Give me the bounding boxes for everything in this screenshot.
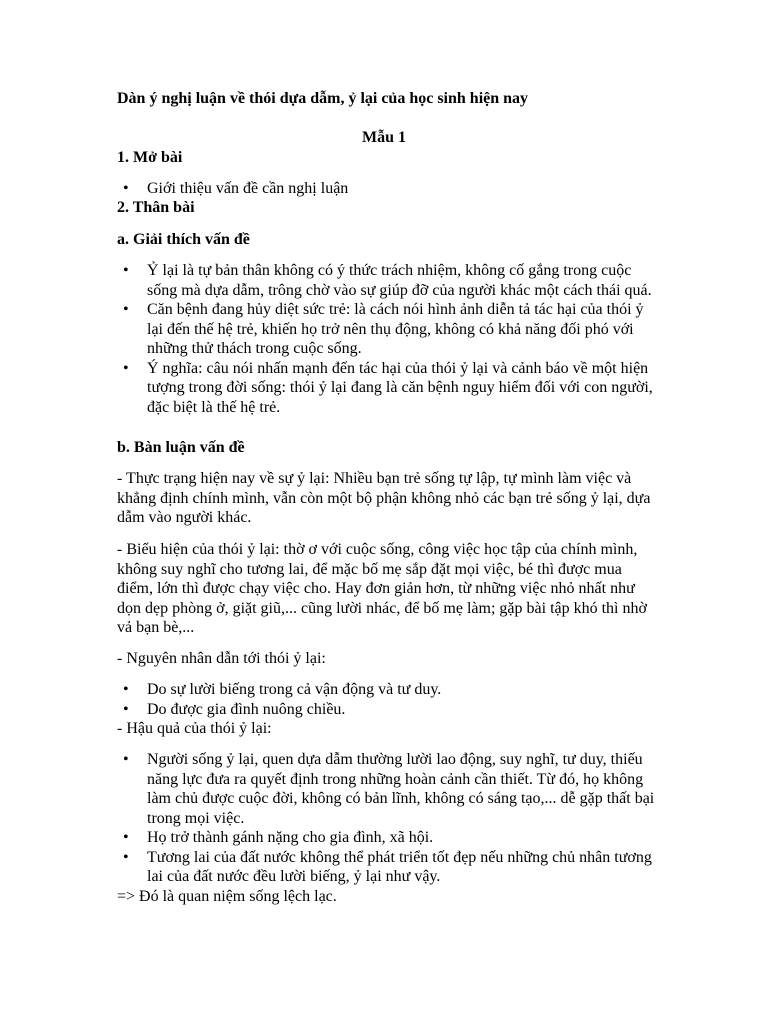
list-item: • Do được gia đình nuông chiều. <box>123 700 346 718</box>
bullet-icon: • <box>123 848 129 866</box>
paragraph-nguyen-nhan: - Nguyên nhân dẫn tới thói ỷ lại: <box>117 650 326 667</box>
bullet-icon: • <box>123 681 129 698</box>
section2-heading: 2. Thân bài <box>117 199 195 216</box>
sub-a-heading: a. Giải thích vấn đề <box>117 231 250 248</box>
bullet-icon: • <box>123 829 129 846</box>
bullet-icon: • <box>123 359 129 377</box>
bullet-icon: • <box>123 751 129 768</box>
nguyen-nhan-list <box>117 680 657 719</box>
list-item: • Do sự lười biếng trong cả vận động và tư duy. <box>123 681 442 698</box>
list-item: • Căn bệnh đang hủy diệt sức trẻ: là cách nói hình ảnh diễn tả tác hại của thói ỷ lại đến thế hệ trẻ, khiến họ trở nên thụ động, không có khả năng đối phó với những thử thách trong cuộc sống. <box>123 301 644 357</box>
sub-b-heading: b. Bàn luận vấn đề <box>117 439 245 456</box>
list-item: • Người sống ỷ lại, quen dựa dẫm thường lười lao động, suy nghĩ, tư duy, thiếu năng lực đưa ra quyết định trong những hoàn cảnh cần thiết. Từ đó, họ không làm chủ được cuộc đời, không có bản lĩnh, không có sáng tạo,... dễ gặp thất bại trong mọi việc. <box>123 751 655 827</box>
sample-title: Mẫu 1 <box>362 129 406 146</box>
section1-heading: 1. Mở bài <box>117 149 183 166</box>
bullet-icon: • <box>123 262 129 279</box>
list-item: • Giới thiệu vấn đề cần nghị luận <box>123 180 349 197</box>
bullet-icon: • <box>123 700 129 718</box>
document-title: Dàn ý nghị luận về thói dựa dẫm, ỷ lại của học sinh hiện nay <box>117 90 529 107</box>
sub-a-list <box>117 261 657 417</box>
bullet-icon: • <box>123 180 129 197</box>
list-item: • Ỷ lại là tự bản thân không có ý thức trách nhiệm, không cố gắng trong cuộc sống mà dựa dẫm, trông chờ vào sự giúp đỡ của người khác một cách thái quá. <box>123 262 652 299</box>
list-item: • Ý nghĩa: câu nói nhấn mạnh đến tác hại của thói ỷ lại và cảnh báo về một hiện tượng trong đời sống: thói ỷ lại đang là căn bệnh nguy hiểm đối với con người, đặc biệt là thế hệ trẻ. <box>123 359 653 416</box>
list-item: • Họ trở thành gánh nặng cho gia đình, xã hội. <box>123 829 434 846</box>
paragraph-bieu-hien: - Biểu hiện của thói ỷ lại: thờ ơ với cuộc sống, công việc học tập của chính mình, không suy nghĩ cho tương lai, để mặc bố mẹ sắp đặt mọi việc, bé thì được mua điểm, lớn thì được chạy việc cho. Hay đơn giản hơn, từ những việc nhỏ nhất như dọn dẹp phòng ở, giặt giũ,... cũng lười nhác, để bố mẹ làm; gặp bài tập khó thì nhờ vả bạn bè,... <box>117 541 647 636</box>
bullet-icon: • <box>123 301 129 318</box>
hau-qua-list <box>117 750 657 887</box>
paragraph-hau-qua: - Hậu quả của thói ỷ lại: <box>117 720 272 737</box>
paragraph-thuc-trang: - Thực trạng hiện nay về sự ỷ lại: Nhiều bạn trẻ sống tự lập, tự mình làm việc và khẳng định chính mình, vẫn còn một bộ phận không nhỏ các bạn trẻ sống ỷ lại, dựa dẫm vào người khác. <box>117 470 651 526</box>
conclusion: => Đó là quan niệm sống lệch lạc. <box>117 888 337 905</box>
list-item: • Tương lai của đất nước không thể phát triển tốt đẹp nếu những chủ nhân tương lai của đất nước đều lười biếng, ỷ lại như vậy. <box>123 848 652 885</box>
section1-list <box>117 179 657 199</box>
